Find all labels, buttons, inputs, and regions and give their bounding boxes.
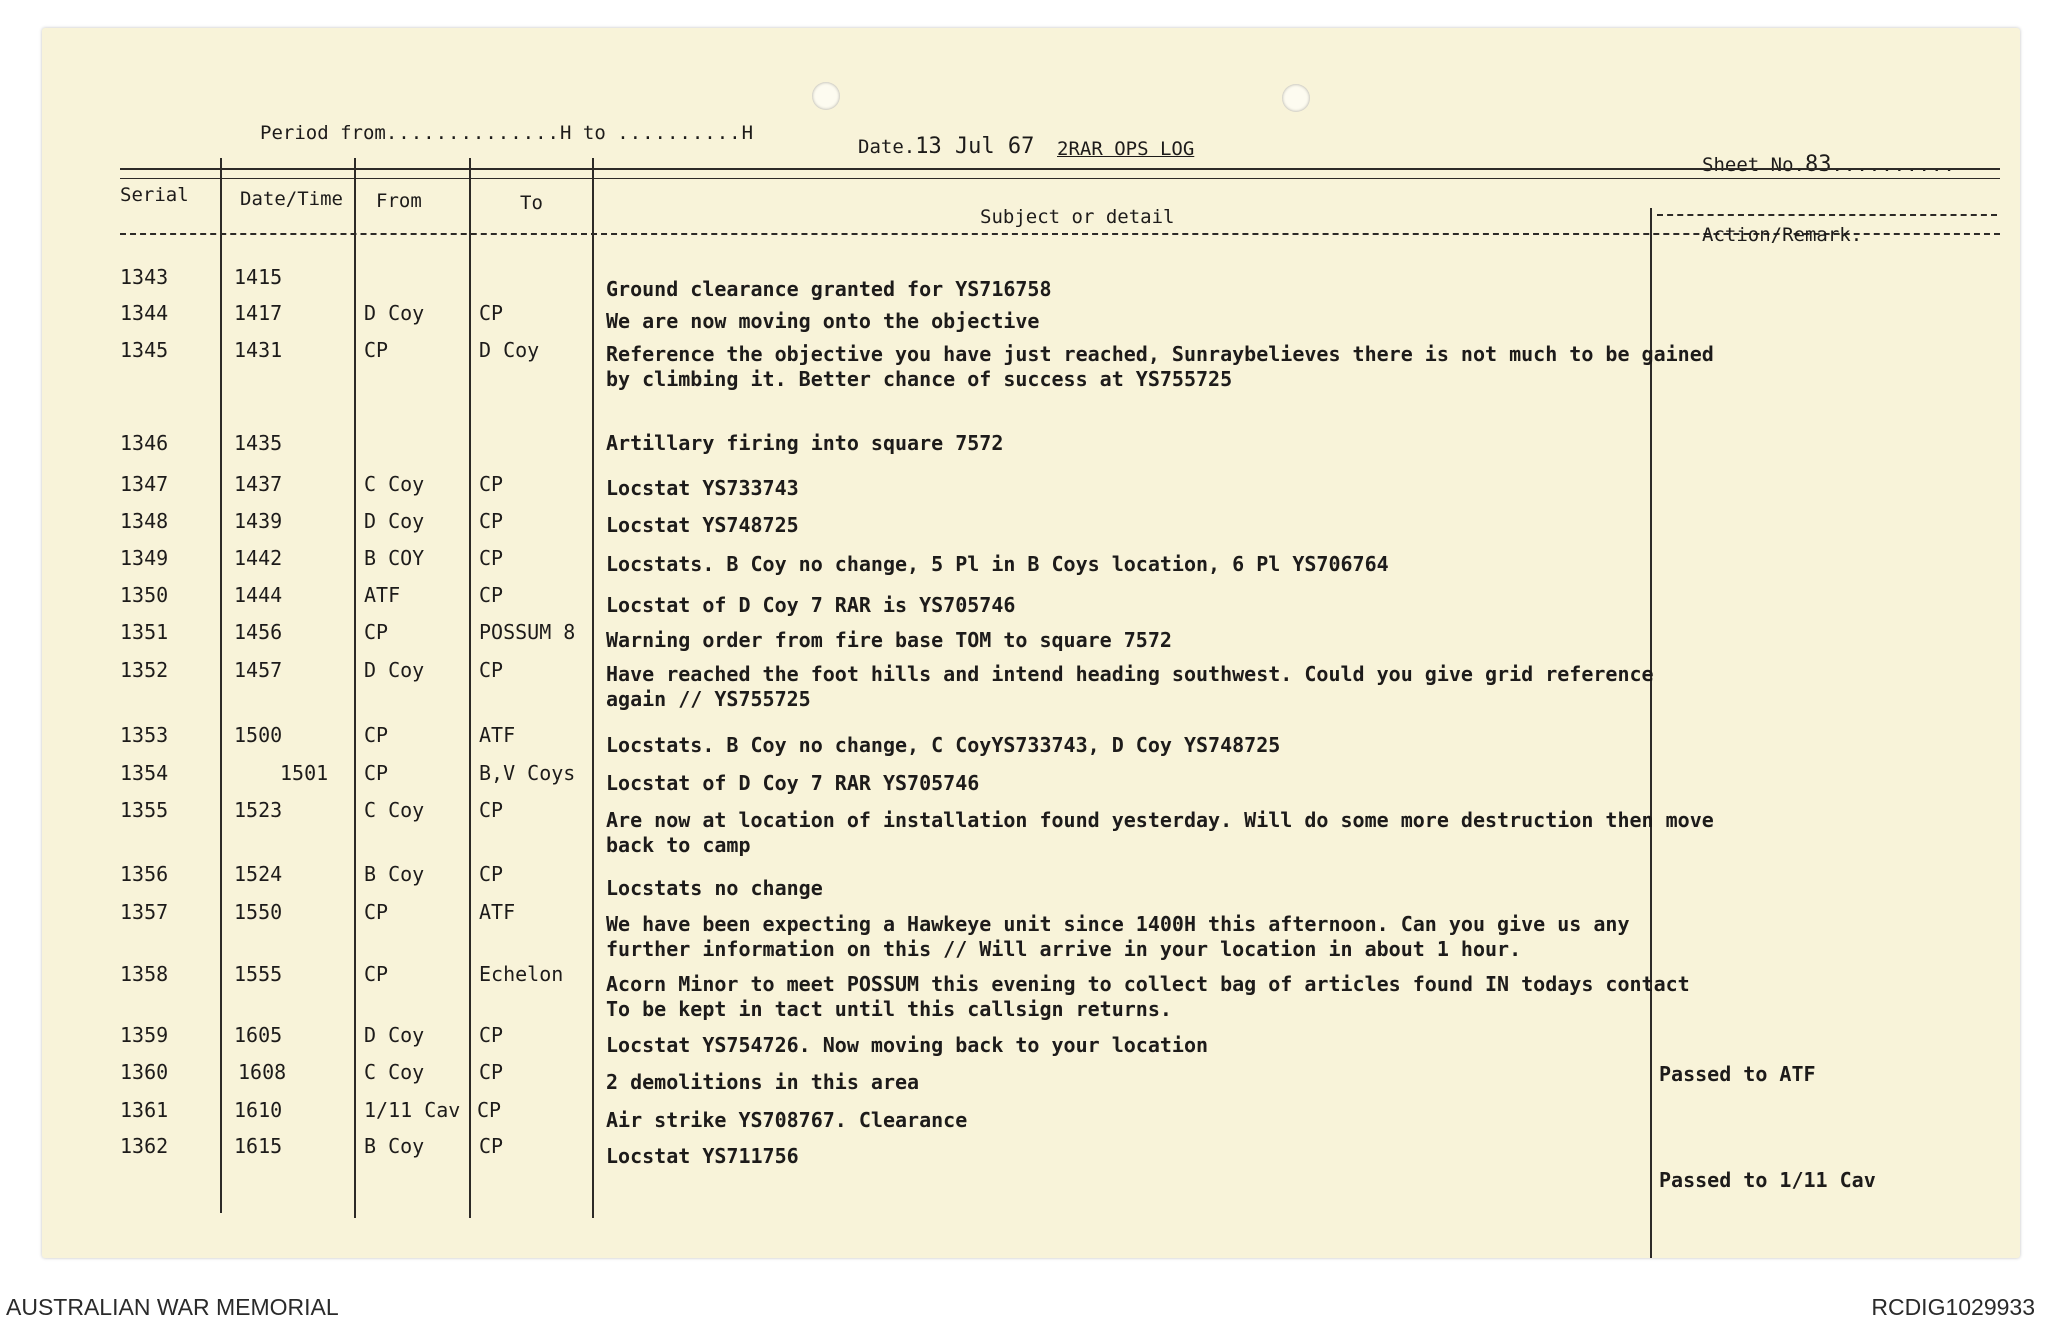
serial-cell: 1349 [120, 546, 169, 570]
time-cell: 1555 [234, 962, 283, 986]
subject-cell: Locstat YS711756 [606, 1144, 799, 1168]
col-header-from: From [376, 190, 422, 212]
serial-cell: 1354 [120, 761, 169, 785]
date-field [858, 134, 1034, 159]
from-cell: D Coy [364, 509, 425, 533]
to-cell: CP [477, 1098, 502, 1122]
time-cell: 1417 [234, 301, 283, 325]
from-cell: D Coy [364, 1023, 425, 1047]
to-cell: CP [479, 1023, 504, 1047]
period-dots: .............. [385, 122, 560, 144]
serial-cell: 1360 [120, 1060, 169, 1084]
from-cell: CP [364, 338, 389, 362]
from-cell: B Coy [364, 862, 425, 886]
serial-cell: 1361 [120, 1098, 169, 1122]
subject-cell: Locstats no change [606, 876, 823, 900]
time-cell: 1457 [234, 658, 283, 682]
period-label: Period from [260, 122, 386, 144]
subject-cell: Are now at location of installation found yesterday. Will do some more destruction then move back to camp [606, 808, 1714, 857]
to-cell: D Coy [479, 338, 540, 362]
sheet-number: 83 [1804, 152, 1832, 177]
to-cell: CP [479, 1060, 504, 1084]
serial-cell: 1352 [120, 658, 169, 682]
from-cell: CP [364, 620, 389, 644]
from-cell: CP [364, 900, 389, 924]
serial-cell: 1350 [120, 583, 169, 607]
h-label: H [741, 122, 754, 144]
from-cell: B COY [364, 546, 425, 570]
from-cell: D Coy [364, 658, 425, 682]
to-cell: CP [479, 472, 504, 496]
time-cell: 1444 [234, 583, 283, 607]
col-sep-datetime [220, 158, 222, 1213]
remark-header-rule [1657, 214, 1997, 216]
footer-record-id: RCDIG1029933 [1871, 1294, 2035, 1320]
punch-hole-left-icon [812, 82, 840, 110]
subject-cell: Air strike YS708767. Clearance [606, 1108, 968, 1132]
subject-cell: We are now moving onto the objective [606, 309, 1040, 333]
from-cell: D Coy [364, 301, 425, 325]
subject-cell: We have been expecting a Hawkeye unit since 1400H this afternoon. Can you give us any further information on this // Will arrive in your location in about 1 hour. [606, 912, 1630, 961]
time-cell: 1501 [280, 761, 329, 785]
serial-cell: 1358 [120, 962, 169, 986]
punch-hole-right-icon [1282, 84, 1310, 112]
time-cell: 1610 [234, 1098, 283, 1122]
from-cell: C Coy [364, 472, 425, 496]
serial-cell: 1347 [120, 472, 169, 496]
to-cell: CP [479, 546, 504, 570]
subject-cell: 2 demolitions in this area [606, 1070, 920, 1094]
col-sep-subject [592, 158, 594, 1218]
period-field [260, 122, 753, 144]
col-sep-to [469, 158, 471, 1218]
subject-cell: Locstats. B Coy no change, 5 Pl in B Coys location, 6 Pl YS706764 [606, 552, 1389, 576]
to-cell: B,V Coys [479, 761, 576, 785]
to-cell: CP [479, 301, 504, 325]
to-cell: CP [479, 658, 504, 682]
from-cell: CP [364, 962, 389, 986]
subject-cell: Acorn Minor to meet POSSUM this evening to collect bag of articles found IN todays contact To be kept in tact until this callsign returns. [606, 972, 1690, 1021]
time-cell: 1550 [234, 900, 283, 924]
subject-cell: Reference the objective you have just reached, Sunraybelieves there is not much to be gained by climbing it. Better chance of success at YS755725 [606, 342, 1714, 391]
time-cell: 1608 [238, 1060, 287, 1084]
log-sheet [42, 28, 2020, 1258]
serial-cell: 1357 [120, 900, 169, 924]
from-cell: C Coy [364, 1060, 425, 1084]
from-cell: CP [364, 723, 389, 747]
to-cell: Echelon [479, 962, 564, 986]
subject-cell: Ground clearance granted for YS716758 [606, 277, 1052, 301]
sheet-number-field [1702, 152, 1956, 177]
time-cell: 1415 [234, 265, 283, 289]
time-cell: 1523 [234, 798, 283, 822]
subject-cell: Locstat of D Coy 7 RAR is YS705746 [606, 593, 1016, 617]
col-header-to: To [520, 192, 543, 214]
header-rule [120, 178, 2000, 179]
top-rule [120, 168, 1520, 170]
serial-cell: 1362 [120, 1134, 169, 1158]
from-cell: CP [364, 761, 389, 785]
sheet-dots: .......... [1831, 154, 1956, 176]
subject-cell: Locstat of D Coy 7 RAR YS705746 [606, 771, 980, 795]
time-cell: 1431 [234, 338, 283, 362]
subject-cell: Locstat YS748725 [606, 513, 799, 537]
sheet-label: Sheet No. [1702, 154, 1805, 176]
footer-archive-name: AUSTRALIAN WAR MEMORIAL [6, 1294, 339, 1320]
time-cell: 1442 [234, 546, 283, 570]
h-to-label: H to [560, 122, 606, 144]
subject-cell: Artillary firing into square 7572 [606, 431, 1004, 455]
to-cell: CP [479, 862, 504, 886]
col-sep-from [354, 158, 356, 1218]
time-cell: 1456 [234, 620, 283, 644]
date-label: Date. [858, 136, 916, 158]
serial-cell: 1345 [120, 338, 169, 362]
from-cell: C Coy [364, 798, 425, 822]
to-cell: CP [479, 583, 504, 607]
col-header-subject: Subject or detail [980, 206, 1175, 228]
serial-cell: 1346 [120, 431, 169, 455]
col-header-datetime: Date/Time [240, 188, 343, 210]
subject-cell: Locstat YS754726. Now moving back to your location [606, 1033, 1209, 1057]
time-cell: 1605 [234, 1023, 283, 1047]
serial-cell: 1343 [120, 265, 169, 289]
time-cell: 1615 [234, 1134, 283, 1158]
time-cell: 1435 [234, 431, 283, 455]
serial-cell: 1359 [120, 1023, 169, 1047]
to-cell: CP [479, 1134, 504, 1158]
serial-cell: 1351 [120, 620, 169, 644]
subject-cell: Locstat YS733743 [606, 476, 799, 500]
to-cell: CP [479, 798, 504, 822]
from-cell: B Coy [364, 1134, 425, 1158]
from-cell: 1/11 Cav [364, 1098, 461, 1122]
to-cell: ATF [479, 900, 516, 924]
time-cell: 1524 [234, 862, 283, 886]
col-header-remark: Action/Remark. [1702, 224, 1863, 246]
remark-cell: Passed to ATF [1659, 1062, 1816, 1086]
time-cell: 1439 [234, 509, 283, 533]
serial-cell: 1344 [120, 301, 169, 325]
subject-cell: Warning order from fire base TOM to square 7572 [606, 628, 1172, 652]
time-cell: 1437 [234, 472, 283, 496]
date-value: 13 Jul 67 [915, 134, 1035, 159]
top-rule-right [1520, 168, 2000, 170]
serial-cell: 1353 [120, 723, 169, 747]
to-cell: POSSUM 8 [479, 620, 576, 644]
serial-cell: 1356 [120, 862, 169, 886]
log-title: 2RAR OPS LOG [1057, 138, 1195, 160]
to-cell: CP [479, 509, 504, 533]
time-cell: 1500 [234, 723, 283, 747]
subject-cell: Have reached the foot hills and intend heading southwest. Could you give grid reference again // YS755725 [606, 662, 1654, 711]
subject-cell: Locstats. B Coy no change, C CoyYS733743, D Coy YS748725 [606, 733, 1281, 757]
serial-cell: 1348 [120, 509, 169, 533]
col-header-serial: Serial [120, 184, 189, 206]
remark-cell: Passed to 1/11 Cav [1659, 1168, 1876, 1192]
period-dots-2: .......... [617, 122, 742, 144]
from-cell: ATF [364, 583, 401, 607]
to-cell: ATF [479, 723, 516, 747]
serial-cell: 1355 [120, 798, 169, 822]
